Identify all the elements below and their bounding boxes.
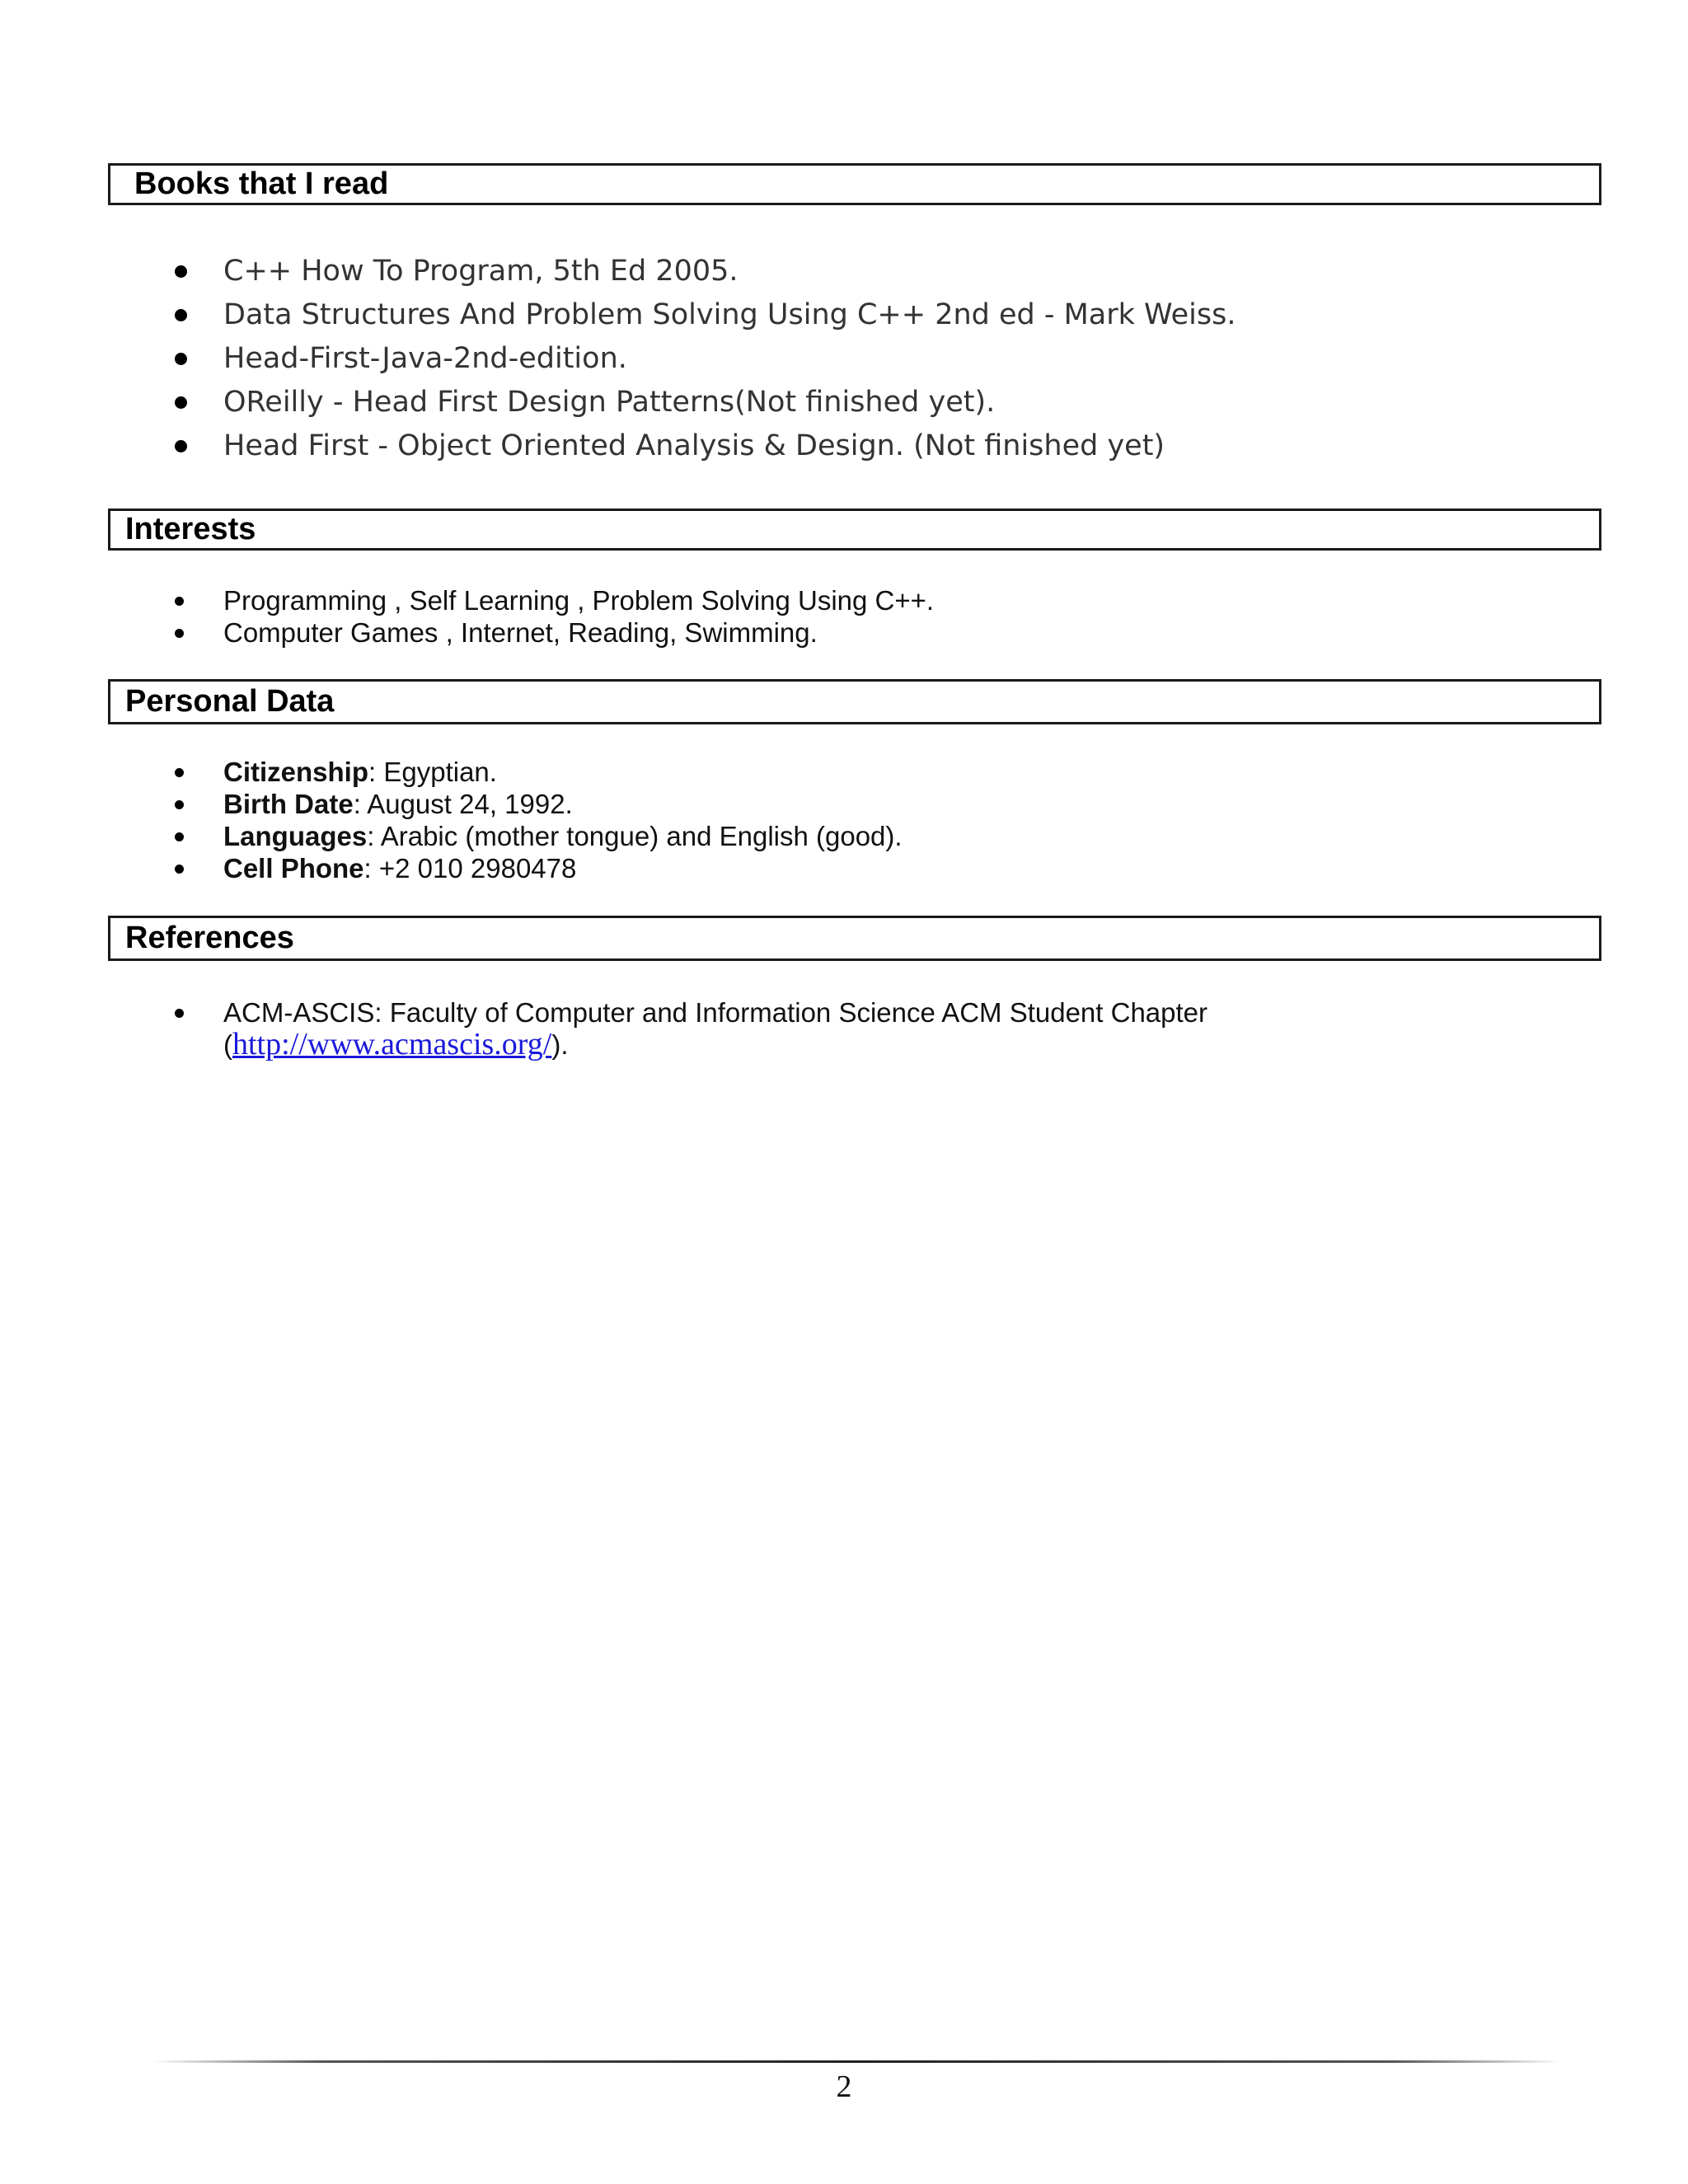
book-title: OReilly - Head First Design Patterns(Not finished yet). (223, 386, 996, 419)
list-item (0, 852, 903, 884)
field-label: Citizenship (223, 757, 369, 787)
field-value: : +2 010 2980478 (363, 853, 577, 883)
bullet-icon (175, 309, 187, 321)
books-list (0, 250, 1236, 468)
interest-text: Programming , Self Learning , Problem Solving Using C++. (223, 585, 935, 616)
bullet-icon (175, 800, 184, 809)
section-header-references: References (108, 916, 1601, 961)
list-item (0, 293, 1236, 337)
list-item (0, 788, 903, 820)
bullet-icon (175, 396, 187, 409)
bullet-icon (175, 865, 184, 874)
bullet-icon (175, 440, 187, 452)
list-item (0, 250, 1236, 293)
reference-link-line (223, 1029, 1207, 1061)
field-value: : Egyptian. (368, 757, 497, 787)
book-title: C++ How To Program, 5th Ed 2005. (223, 255, 738, 288)
book-title: Data Structures And Problem Solving Using C++ 2nd ed - Mark Weiss. (223, 298, 1236, 331)
list-item (0, 616, 934, 649)
personal-data-list (0, 756, 903, 884)
section-header-personal-data: Personal Data (108, 679, 1601, 724)
references-list (0, 996, 1207, 1061)
open-paren: ( (223, 1029, 232, 1060)
bullet-icon (175, 353, 187, 365)
bullet-icon (175, 768, 184, 777)
interest-text: Computer Games , Internet, Reading, Swimming. (223, 617, 818, 648)
list-item (0, 756, 903, 788)
bullet-icon (175, 265, 187, 278)
section-header-books: Books that I read (108, 163, 1601, 205)
footer-divider (152, 2060, 1562, 2063)
list-item (0, 337, 1236, 381)
field-label: Birth Date (223, 789, 354, 819)
field-label: Cell Phone (223, 853, 364, 883)
book-title: Head First - Object Oriented Analysis & Design. (Not finished yet) (223, 429, 1165, 462)
close-paren: ). (551, 1029, 569, 1060)
reference-text: ACM-ASCIS: Faculty of Computer and Information Science ACM Student Chapter (223, 997, 1208, 1028)
list-item (0, 424, 1236, 468)
field-label: Languages (223, 821, 368, 851)
bullet-icon (175, 832, 184, 841)
field-value: : Arabic (mother tongue) and English (good). (367, 821, 903, 851)
field-value: : August 24, 1992. (353, 789, 573, 819)
bullet-icon (175, 629, 184, 638)
bullet-icon (175, 1009, 184, 1018)
interests-list (0, 584, 934, 649)
page-number: 2 (836, 2069, 852, 2104)
list-item (0, 820, 903, 852)
book-title: Head-First-Java-2nd-edition. (223, 342, 627, 375)
section-header-interests: Interests (108, 509, 1601, 551)
reference-link[interactable]: http://www.acmascis.org/ (232, 1027, 552, 1062)
list-item (0, 584, 934, 616)
bullet-icon (175, 597, 184, 606)
list-item (0, 381, 1236, 424)
list-item (0, 996, 1207, 1061)
